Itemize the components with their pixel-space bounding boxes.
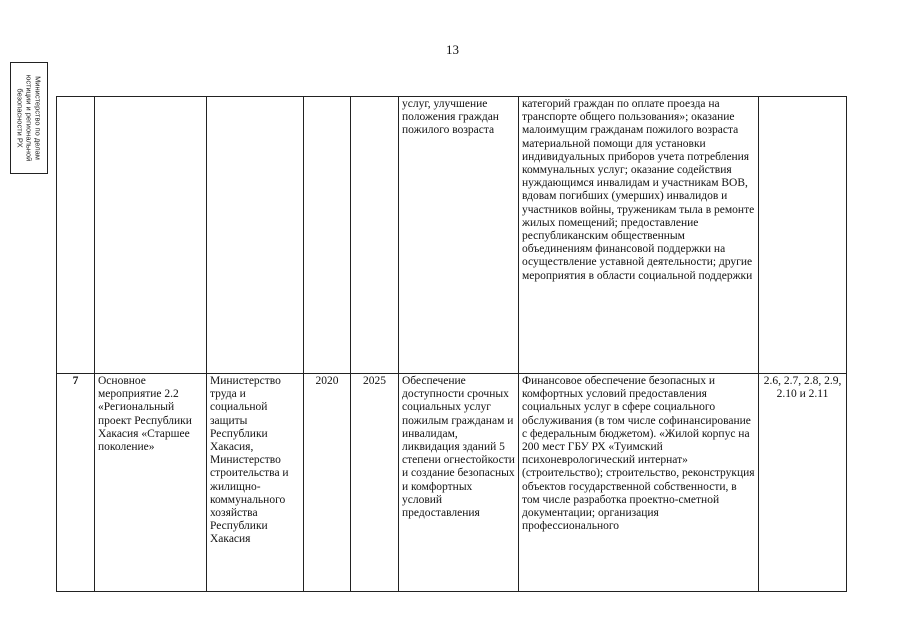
cell-start-year <box>304 97 351 374</box>
cell-number: 7 <box>57 374 95 592</box>
program-activities-table <box>56 96 847 592</box>
stamp-text: Министерство по делам юстиции и региональной безопасности РХ <box>15 74 43 162</box>
cell-name <box>95 97 207 374</box>
cell-indicators <box>759 97 847 374</box>
registration-stamp <box>10 62 48 174</box>
page-number: 13 <box>446 42 459 57</box>
cell-indicators: 2.6, 2.7, 2.8, 2.9, 2.10 и 2.11 <box>759 374 847 592</box>
cell-executor: Министерство труда и социальной защиты Республики Хакасия, Министерство строительства и жилищно-коммунального хозяйства Республики Хакасия <box>207 374 304 592</box>
cell-executor <box>207 97 304 374</box>
cell-activities: категорий граждан по оплате проезда на транспорте общего пользования»; оказание малоимущим гражданам пожилого возраста материальной помощи для установки индивидуальных приборов учета потребления коммунальных услуг; оказание содействия нуждающимся инвалидам и участникам ВОВ, вдовам погибших (умерших) инвалидов и участников войны, труженикам тыла в ремонте жилых помещений; предоставление республиканским общественным объединениям финансовой поддержки на осуществление уставной деятельности; другие мероприятия в области социальной поддержки <box>519 97 759 374</box>
cell-end-year <box>351 97 399 374</box>
table-row-7 <box>57 374 847 592</box>
table-row-continuation <box>57 97 847 374</box>
cell-name: Основное мероприятие 2.2 «Региональный проект Республики Хакасия «Старшее поколение» <box>95 374 207 592</box>
cell-number <box>57 97 95 374</box>
cell-end-year: 2025 <box>351 374 399 592</box>
cell-start-year: 2020 <box>304 374 351 592</box>
cell-results: Обеспечение доступности срочных социальных услуг пожилым гражданам и инвалидам, ликвидация зданий 5 степени огнестойкости и создание безопасных и комфортных условий предоставления <box>399 374 519 592</box>
cell-activities: Финансовое обеспечение безопасных и комфортных условий предоставления социальных услуг в сфере социального обслуживания (в том числе софинансирование с федеральным бюджетом). «Жилой корпус на 200 мест ГБУ РХ «Туимский психоневрологический интернат» (строительство); строительство, реконструкция объектов государственной собственности, в том числе разработка проектно-сметной документации; организация профессионального <box>519 374 759 592</box>
cell-results: услуг, улучшение положения граждан пожилого возраста <box>399 97 519 374</box>
